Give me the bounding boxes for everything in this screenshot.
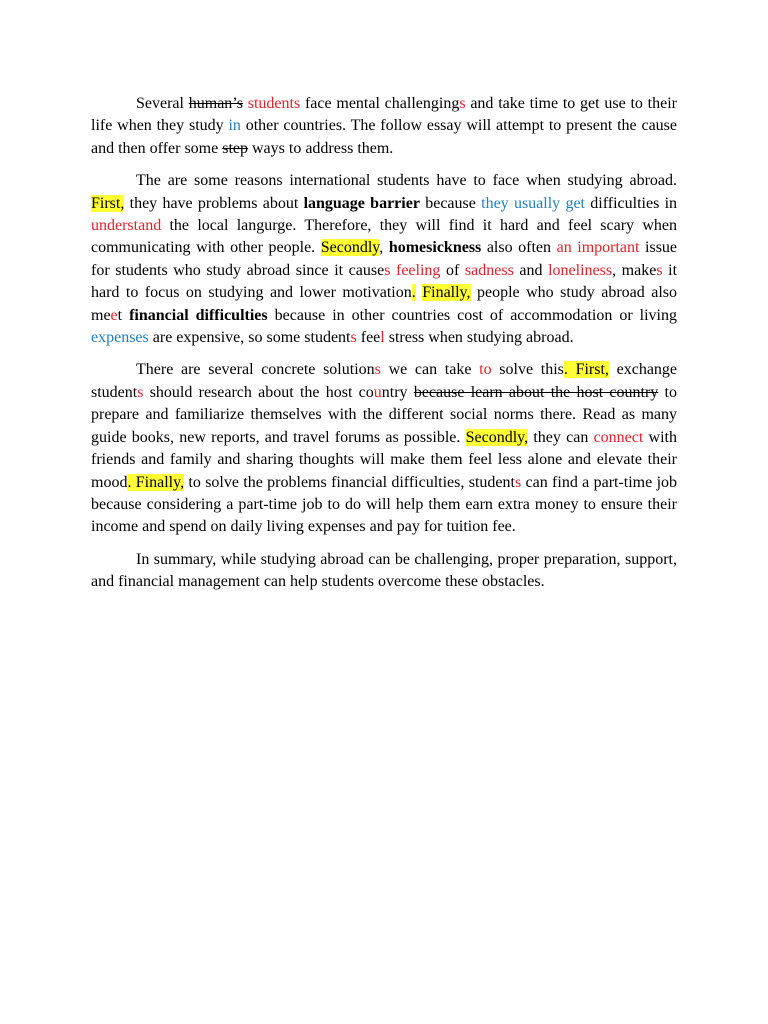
text-segment: , make (612, 261, 657, 279)
text-segment: can find a part-time job because considering a part-time job to do will help them earn extra money to ensure their income and spend on daily living expenses and pay for tuition fee. (91, 473, 682, 536)
essay-body (91, 93, 682, 594)
suggestion-text: expenses (91, 329, 149, 347)
text-segment: exchange student (91, 361, 682, 401)
highlighted-transition: Finally, (422, 284, 471, 302)
highlighted-transition: . (411, 284, 416, 302)
text-segment: face mental challenging (300, 95, 460, 112)
text-segment: and (513, 261, 549, 279)
correction-text: connect (593, 428, 644, 446)
highlighted-transition: . Finally, (127, 473, 185, 491)
text-segment: they have problems about (124, 194, 304, 212)
text-segment: The are some reasons international students have to face when studying abroad. (136, 172, 681, 190)
bold-keyword: financial difficulties (129, 306, 268, 324)
suggestion-text: they usually get (481, 194, 585, 212)
correction-text: sadness (464, 261, 514, 279)
text-segment: solve this (491, 361, 564, 379)
highlighted-transition: Secondly (320, 239, 380, 257)
text-segment: of (440, 261, 465, 279)
text-segment: stress when studying abroad. (384, 329, 574, 347)
text-segment: we can take (380, 361, 480, 379)
bold-keyword: language barrier (303, 194, 420, 212)
text-segment: There are several concrete solution (136, 361, 375, 379)
correction-text: s (350, 329, 357, 347)
correction-text: s (514, 473, 522, 491)
text-segment: fee (356, 329, 381, 347)
bold-keyword: homesickness (388, 239, 482, 257)
correction-text: loneliness (548, 261, 613, 279)
highlighted-transition: Secondly, (465, 428, 529, 446)
correction-text: s (137, 383, 144, 401)
highlighted-transition: . First, (563, 361, 609, 379)
text-segment: should research about the host co (143, 383, 374, 401)
text-segment: Several (136, 95, 189, 112)
text-segment: In summary, while studying abroad can be challenging, proper preparation, support, and financial management can help students overcome these obstacles. (91, 550, 681, 591)
text-segment: with friends and family and sharing thoughts will make them feel less alone and elevate their mood (91, 428, 681, 491)
text-segment: t (117, 306, 130, 324)
deleted-text: because learn about the host country (413, 383, 659, 401)
text-segment: issue for students who study abroad since it cause (91, 239, 682, 279)
correction-text: u (373, 383, 382, 401)
correction-text: s (374, 361, 381, 379)
text-segment: they can (528, 428, 594, 446)
text-segment: are expensive, so some student (148, 329, 351, 347)
paragraph-2 (91, 170, 682, 349)
paragraph-3 (91, 359, 682, 538)
text-segment: ntry (381, 383, 414, 401)
text-segment: also often (481, 239, 557, 257)
text-segment: to solve the problems financial difficulties, student (184, 473, 515, 491)
text-segment: , (379, 239, 389, 257)
text-segment: and take time to get use to their life when they study (91, 95, 681, 135)
correction-text: s (459, 95, 466, 112)
text-segment: it hard to focus on studying and lower motivation (91, 261, 682, 302)
suggestion-text: in (228, 117, 241, 135)
text-segment: because in other countries cost of accommodation or living (267, 306, 682, 324)
text-segment: the local langurge. Therefore, they will find it hard and feel scary when communicating with other people. (91, 217, 681, 257)
paragraph-4 (91, 549, 681, 594)
text-segment: people who study abroad also me (91, 284, 682, 324)
text-segment: to prepare and familiarize themselves with the different social norms there. Read as many guide books, new reports, and travel forums as possible. (91, 383, 682, 446)
correction-text: l (380, 329, 385, 347)
correction-text: s feeling (384, 261, 441, 279)
correction-text: students (247, 95, 301, 112)
text-segment: because (419, 194, 482, 212)
correction-text: e (110, 306, 118, 324)
paragraph-1 (91, 93, 681, 160)
text-segment: other countries. The follow essay will attempt to present the cause and then offer some (91, 117, 681, 157)
correction-text: an important (556, 239, 640, 257)
correction-text: understand (91, 217, 162, 235)
highlighted-transition: First, (91, 194, 125, 212)
correction-text: s (656, 261, 663, 279)
deleted-text: step (222, 139, 248, 157)
correction-text: to (479, 361, 492, 379)
text-segment: difficulties in (585, 194, 682, 212)
deleted-text: human’s (188, 95, 243, 112)
text-segment: ways to address them. (248, 139, 394, 157)
